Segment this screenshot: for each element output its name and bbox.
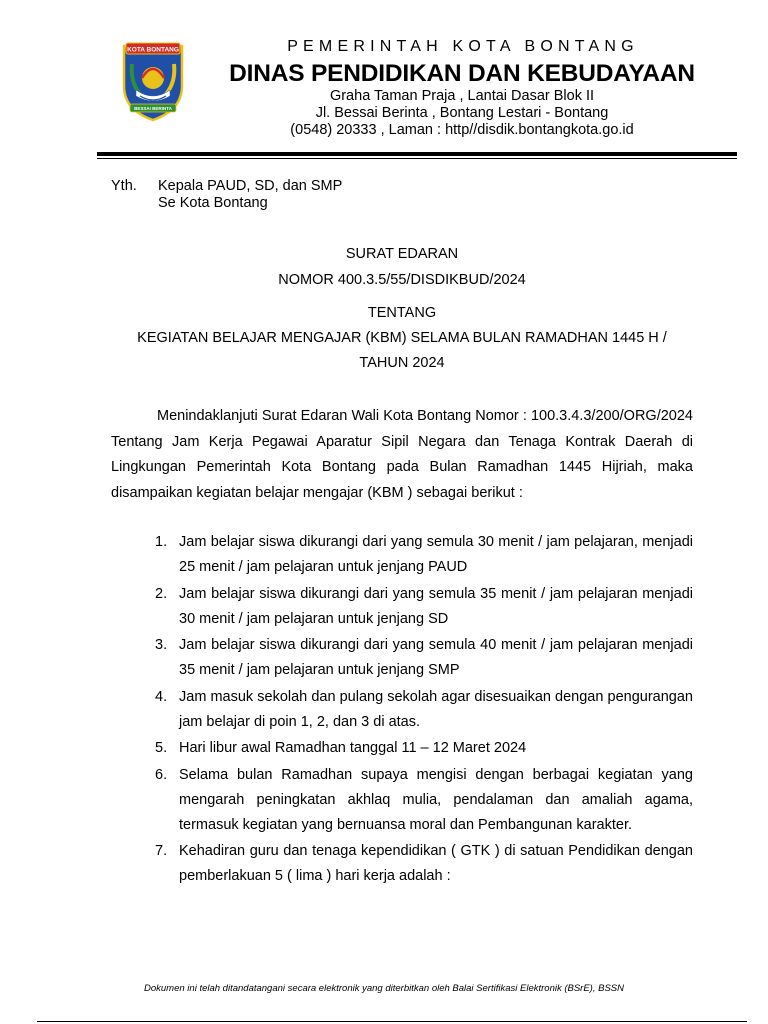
list-text: Kehadiran guru dan tenaga kependidikan ( GTK ) di satuan Pendidikan dengan pemberlakuan 5 ( lima ) hari kerja adalah : [179,843,693,884]
list-number: 3. [155,637,168,653]
address-line-2: Jl. Bessai Berinta , Bontang Lestari - Bontang [315,105,609,121]
letter-type: SURAT EDARAN [345,246,459,262]
list-number: 1. [155,534,168,550]
list-number: 4. [155,688,168,705]
list-text: Selama bulan Ramadhan supaya mengisi dengan berbagai kegiatan yang mengarah peningkatan akhlaq mulia, pendalaman dan amaliah agama, termasuk kegiatan yang bernuansa moral dan Pembangunan karakter. [179,766,693,833]
list-text: Jam belajar siswa dikurangi dari yang semula 35 menit / jam pelajaran menjadi 30 menit / jam pelajaran untuk jenjang SD [179,585,693,627]
logo-banner-text: KOTA BONTANG [127,46,179,54]
points-list [153,530,693,891]
government-name: PEMERINTAH KOTA BONTANG [287,38,639,55]
agency-name: DINAS PENDIDIKAN DAN KEBUDAYAAN [229,60,695,87]
list-item [153,530,693,580]
list-item [153,736,693,761]
list-text: Jam masuk sekolah dan pulang sekolah agar disesuaikan dengan pengurangan jam belajar di poin 1, 2, dan 3 di atas. [179,688,693,730]
list-text: Hari libur awal Ramadhan tanggal 11 – 12 Maret 2024 [179,740,527,756]
list-item [153,633,693,683]
list-item [153,582,693,632]
list-number: 7. [155,843,168,859]
e-signature-note: Dokumen ini telah ditandatangani secara elektronik yang diterbitkan oleh Balai Sertifikasi Elektronik (BSrE), BSSN [144,983,624,994]
list-number: 6. [155,766,168,783]
salutation: Yth. [111,178,137,194]
list-item [153,763,693,838]
footer-rule [37,1021,747,1022]
about-label: TENTANG [367,305,437,321]
list-text: Jam belajar siswa dikurangi dari yang semula 40 menit / jam pelajaran menjadi 35 menit / jam pelajaran untuk jenjang SMP [179,637,693,678]
list-number: 5. [155,740,168,756]
city-logo [120,40,186,122]
list-item [153,839,693,889]
logo-motto-text: BESSAI BERINTA [134,106,172,111]
list-number: 2. [155,585,168,602]
address-line-1: Graha Taman Praja , Lantai Dasar Blok II [329,88,595,104]
letterhead-rule-thick [97,152,737,156]
address-line-3: (0548) 20333 , Laman : http//disdik.bontangkota.go.id [290,122,634,138]
addressee-line-1: Kepala PAUD, SD, dan SMP [158,178,343,194]
letter-number: NOMOR 400.3.5/55/DISDIKBUD/2024 [278,272,526,288]
list-item [153,685,693,735]
list-text: Jam belajar siswa dikurangi dari yang semula 30 menit / jam pelajaran, menjadi 25 menit / jam pelajaran untuk jenjang PAUD [179,534,693,575]
subject-line-1: KEGIATAN BELAJAR MENGAJAR (KBM) SELAMA BULAN RAMADHAN 1445 H / [137,330,667,346]
letterhead-rule-thin [97,158,737,159]
intro-paragraph: Menindaklanjuti Surat Edaran Wali Kota Bontang Nomor : 100.3.4.3/200/ORG/2024 Tentang Jam Kerja Pegawai Aparatur Sipil Negara dan Tenaga Kontrak Daerah di Lingkungan Pemerintah Kota Bontang pada Bulan Ramadhan 1445 Hijriah, maka disampaikan kegiatan belajar mengajar (KBM ) sebagai berikut : [111,408,693,501]
addressee-line-2: Se Kota Bontang [158,195,268,211]
subject-line-2: TAHUN 2024 [359,355,445,371]
